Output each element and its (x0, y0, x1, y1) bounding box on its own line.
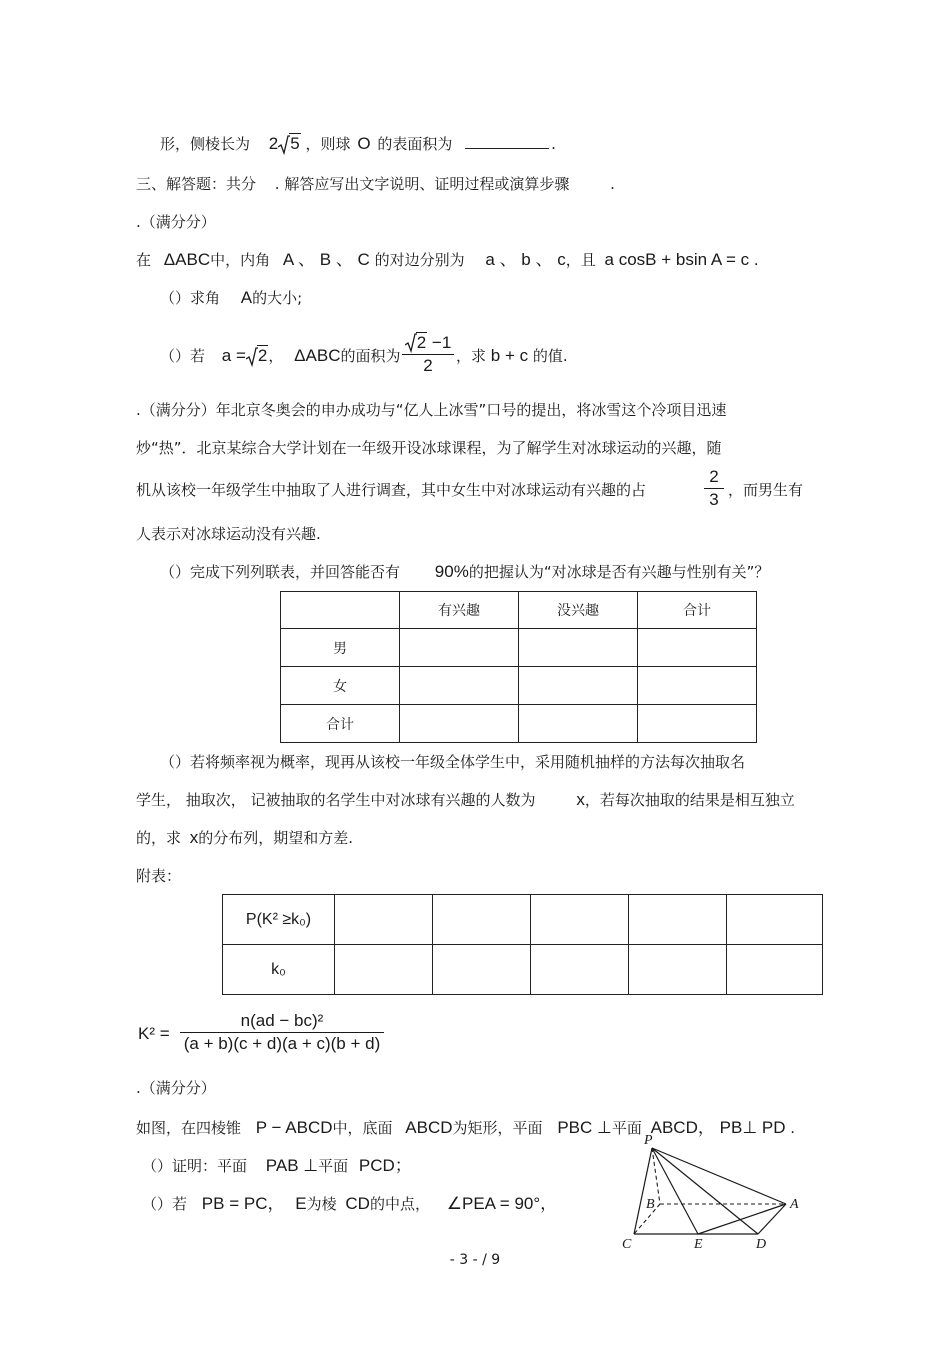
table-header (281, 592, 400, 629)
q18-line-3-end: ，而男生有 (728, 481, 804, 499)
line-1-prefix: 形，侧棱长为 (160, 135, 251, 153)
appendix-label: 附表： (136, 867, 182, 885)
table-row: 合计 (281, 705, 757, 743)
q18-line-4: 人表示对冰球运动没有兴趣. (136, 525, 321, 543)
q17-part2-tail: ，求 b + c 的值. (456, 346, 568, 365)
table-row (223, 945, 823, 995)
line-1-suffix: ，则球 (305, 135, 351, 153)
table-header: 没兴趣 (519, 592, 638, 629)
k-formula-lhs: K² = (138, 1024, 170, 1043)
coefficient: 2 (268, 134, 279, 153)
contingency-table (280, 591, 757, 743)
table-header: 合计 (638, 592, 757, 629)
pyramid-figure (618, 1130, 818, 1260)
label-c: C (622, 1237, 632, 1252)
line-1: 形，侧棱长为 2 5 ，则球 O 的表面积为 . (160, 134, 556, 153)
table-row: 女 (281, 667, 757, 705)
q17-part1: （）求角 A的大小; (160, 288, 303, 307)
q18-part2-line-2: 学生， 抽取次， 记被抽取的名学生中对冰球有兴趣的人数为 x，若每次抽取的结果是相互独立 (136, 790, 795, 809)
q19-stem: 如图，在四棱锥 P − ABCD中，底面 ABCD为矩形，平面 PBC ⊥平面 ABCD， PB⊥ PD . (136, 1118, 795, 1137)
label-p: P (644, 1133, 653, 1148)
label-a: A (790, 1197, 799, 1212)
label-b: B (646, 1197, 655, 1212)
sqrt-5: 5 (278, 134, 300, 154)
q19-part1: （）证明：平面 PAB ⊥平面 PCD； (142, 1156, 412, 1175)
q18-line-3: 机从该校一年级学生中抽取了人进行调查，其中女生中对冰球运动有兴趣的占 (136, 481, 647, 499)
q18-part2-line-3: 的，求 x的分布列，期望和方差. (136, 828, 354, 847)
sqrt-2: 2 (246, 346, 268, 366)
page-number: - 3 - / 9 (449, 1252, 501, 1268)
q18-part2-line-1: （）若将频率视为概率，现再从该校一年级全体学生中，采用随机抽样的方法每次抽取名 (160, 753, 746, 771)
area-fraction: 2 −1 2 (402, 332, 454, 377)
k-table-p-label: P(K² ≥k₀) (223, 895, 335, 945)
q17-part2: （）若 a = 2， ΔABC的面积为 (160, 346, 401, 365)
q18-line-2: 炒“热”．北京某综合大学计划在一年级开设冰球课程，为了解学生对冰球运动的兴趣，随 (136, 439, 722, 457)
q17-header: .（满分分） (136, 213, 216, 231)
line-1-rest: 的表面积为 (377, 135, 453, 153)
q17-stem: 在 ΔABC中，内角 A 、 B 、 C 的对边分别为 a 、 b 、 c，且 a cosB + bsin A = c . (136, 250, 759, 269)
k-formula-fraction: n(ad − bc)² (a + b)(c + d)(a + c)(b + d) (180, 1010, 384, 1055)
q18-part1: （）完成下列列联表，并回答能否有 90%的把握认为“对冰球是否有兴趣与性别有关”？ (160, 562, 770, 581)
label-d: D (756, 1237, 767, 1252)
label-e: E (694, 1237, 703, 1252)
k-table-k-label: k₀ (223, 945, 335, 995)
answer-blank[interactable] (465, 134, 549, 149)
q19-header: .（满分分） (136, 1079, 216, 1097)
ball-o: O (357, 134, 371, 153)
k-table (222, 894, 823, 995)
table-row: 男 (281, 629, 757, 667)
q18-fraction: 2 3 (704, 466, 724, 511)
section-3-heading: 三、解答题：共分 . 解答应写出文字说明、证明过程或演算步骤 . (136, 175, 615, 193)
table-row (223, 895, 823, 945)
q19-part2: （）若 PB = PC， E为棱 CD的中点， ∠PEA = 90°， (142, 1194, 558, 1213)
table-header: 有兴趣 (400, 592, 519, 629)
q18-line-1: .（满分分）年北京冬奥会的申办成功与“亿人上冰雪”口号的提出，将冰雪这个冷项目迅速 (136, 401, 727, 419)
